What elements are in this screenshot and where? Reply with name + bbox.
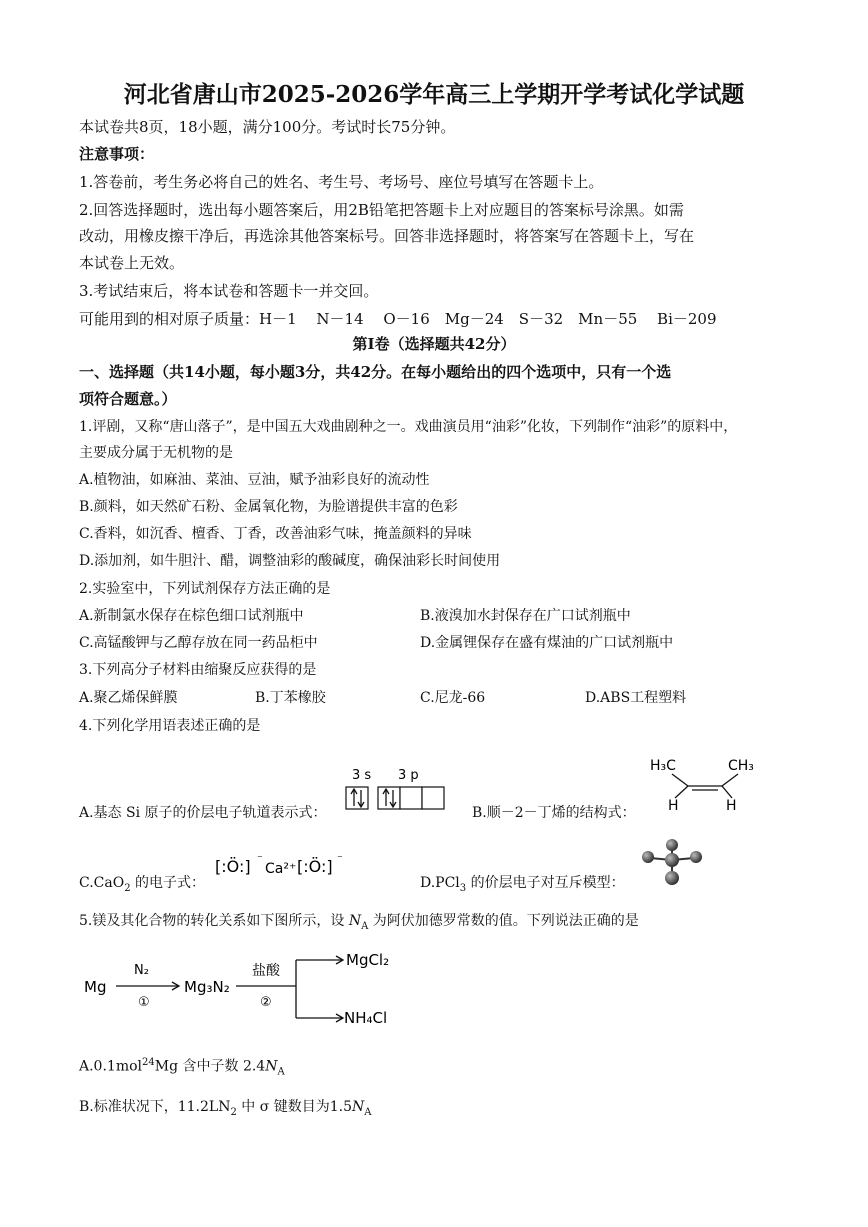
question-3-stem: 3.下列高分子材料由缩聚反应获得的是 — [79, 662, 317, 678]
option-c: C.高锰酸钾与乙醇存放在同一药品柜中 — [79, 635, 318, 651]
option-a: A.聚乙烯保鲜膜 — [79, 690, 178, 706]
scheme-step-1: ① — [138, 995, 150, 1010]
section-heading: 项符合题意。） — [79, 390, 177, 408]
svg-text:[:Ö:]: [:Ö:] — [297, 857, 333, 876]
option-d: D.ABS工程塑料 — [585, 690, 687, 706]
notice-heading: 注意事项： — [79, 145, 155, 163]
notice-line: 1.答卷前，考生务必将自己的姓名、考生号、考场号、座位号填写在答题卡上。 — [79, 173, 604, 191]
scheme-hcl: 盐酸 — [252, 963, 280, 979]
scheme-mg3n2: Mg₃N₂ — [184, 978, 230, 996]
calcium-ion: Ca²⁺ — [265, 861, 297, 877]
option-a: A.基态 Si 原子的价层电子轨道表示式： — [79, 805, 327, 821]
orbital-label-3p: 3 p — [398, 768, 419, 783]
orbital-diagram — [340, 765, 452, 813]
hydrogen-left: H — [668, 798, 679, 814]
scheme-step-2: ② — [260, 995, 272, 1010]
exam-info: 本试卷共8页，18小题，满分100分。考试时长75分钟。 — [79, 118, 456, 136]
svg-text:⁻: ⁻ — [257, 852, 263, 865]
methyl-right: CH₃ — [728, 758, 754, 774]
scheme-n2: N₂ — [134, 963, 149, 978]
option-a: A.植物油，如麻油、菜油、豆油，赋予油彩良好的流动性 — [79, 472, 430, 488]
atomic-mass-line: 可能用到的相对原子质量：H－1 N－14 O－16 Mg－24 S－32 Mn－55 Bi－209 — [79, 310, 717, 328]
section-heading: 一、选择题（共14小题，每小题3分，共42分。在每小题给出的四个选项中，只有一个选 — [79, 363, 672, 381]
option-b: B.顺－2－丁烯的结构式： — [472, 805, 636, 821]
option-b: B.丁苯橡胶 — [255, 690, 326, 706]
option-a: A.0.1mol$^{24}$Mg 含中子数 $2.4N_A$ — [79, 1057, 285, 1078]
page-title: 河北省唐山市2025-2026学年高三上学期开学考试化学试题 — [123, 81, 745, 108]
question-1-stem: 1.评剧，又称“唐山落子”，是中国五大戏曲剧种之一。戏曲演员用“油彩”化妆，下列制作“油彩”的原料中， — [79, 419, 738, 435]
question-2-stem: 2.实验室中，下列试剂保存方法正确的是 — [79, 581, 331, 597]
option-b: B.颜料，如天然矿石粉、金属氧化物，为脸谱提供丰富的色彩 — [79, 499, 458, 515]
part-title: 第Ⅰ卷（选择题共42分） — [352, 335, 516, 353]
question-4-stem: 4.下列化学用语表述正确的是 — [79, 718, 261, 734]
notice-line: 本试卷上无效。 — [79, 254, 185, 272]
option-c: C.香料，如沉香、檀香、丁香，改善油彩气味，掩盖颜料的异味 — [79, 526, 472, 542]
vsepr-model — [636, 836, 708, 888]
option-c: C.尼龙-66 — [420, 690, 486, 706]
option-d: D.添加剂，如牛胆汁、醋，调整油彩的酸碱度，确保油彩长时间使用 — [79, 553, 501, 569]
scheme-mgcl2: MgCl₂ — [346, 951, 390, 969]
mg-conversion-scheme — [80, 942, 410, 1034]
notice-line: 2.回答选择题时，选出每小题答案后，用2B铅笔把答题卡上对应题目的答案标号涂黑。如需 — [79, 201, 684, 219]
option-b: B.液溴加水封保存在广口试剂瓶中 — [420, 608, 631, 624]
option-a: A.新制氯水保存在棕色细口试剂瓶中 — [79, 608, 304, 624]
scheme-nh4cl: NH₄Cl — [344, 1009, 388, 1027]
option-b: B.标准状况下，$11.2LN_2$ 中 σ 键数目为$1.5N_A$ — [79, 1099, 372, 1118]
option-d: D.PCl$_3$ 的价层电子对互斥模型： — [420, 875, 625, 894]
svg-text:[:Ö:]: [:Ö:] — [215, 857, 251, 876]
question-5-stem: 5.镁及其化合物的转化关系如下图所示，设 $N_A$ 为阿伏加德罗常数的值。下列说法正确的是 — [79, 913, 639, 932]
hydrogen-right: H — [726, 798, 737, 814]
methyl-left: H₃C — [650, 758, 676, 774]
cao2-electron-formula — [213, 852, 343, 886]
option-d: D.金属锂保存在盛有煤油的广口试剂瓶中 — [420, 635, 674, 651]
cis-2-butene-structure — [640, 748, 780, 820]
notice-line: 3.考试结束后，将本试卷和答题卡一并交回。 — [79, 282, 379, 300]
option-c: C.CaO$_2$ 的电子式： — [79, 875, 206, 894]
svg-text:⁻: ⁻ — [337, 852, 343, 865]
notice-line: 改动，用橡皮擦干净后，再选涂其他答案标号。回答非选择题时，将答案写在答题卡上，写在 — [79, 227, 695, 245]
scheme-mg: Mg — [84, 978, 107, 996]
question-1-stem: 主要成分属于无机物的是 — [79, 445, 233, 461]
orbital-label-3s: 3 s — [352, 768, 372, 783]
